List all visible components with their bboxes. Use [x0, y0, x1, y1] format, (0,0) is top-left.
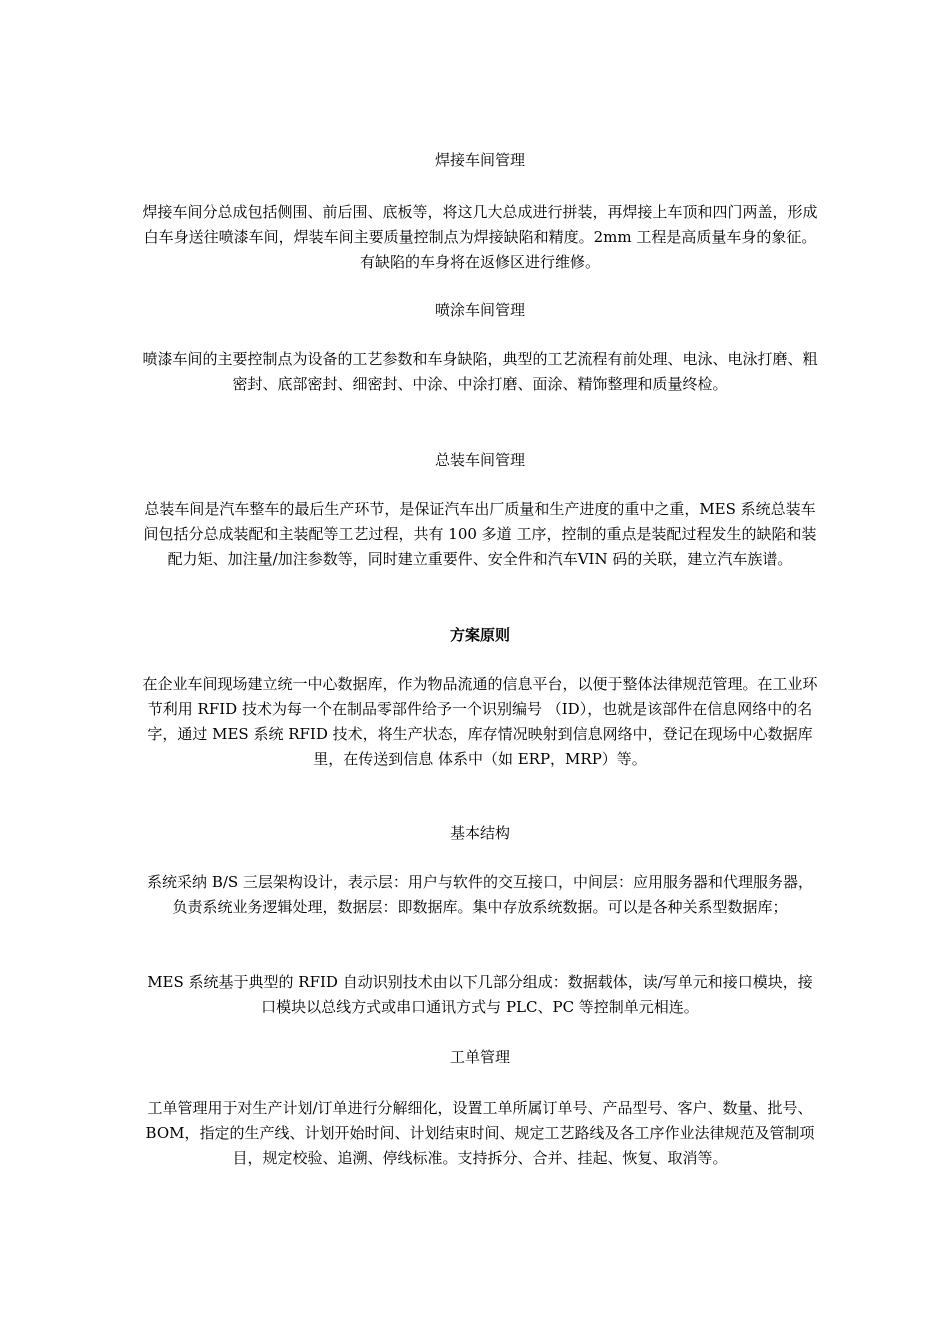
section-heading-painting: 喷涂车间管理 [434, 301, 525, 319]
section-paragraph-rfid: MES 系统基于典型的 RFID 自动识别技术由以下几部分组成：数据载体，读/写单元和接口模块，接口模块以总线方式或串口通讯方式与 PLC、PC 等控制单元相连。 [147, 973, 813, 1016]
section-paragraph-work-orders: 工单管理用于对生产计划/订单进行分解细化，设置工单所属订单号、产品型号、客户、数量、批号、BOM，指定的生产线、计划开始时间、计划结束时间、规定工艺路线及各工序作业法律规范及管制项目，规定校验、追溯、停线标准。支持拆分、合并、挂起、恢复、取消等。 [145, 1099, 815, 1167]
section-heading-assembly: 总装车间管理 [434, 451, 525, 469]
section-paragraph-structure: 系统采纳 B/S 三层架构设计，表示层：用户与软件的交互接口，中间层：应用服务器和代理服务器，负责系统业务逻辑处理，数据层：即数据库。集中存放系统数据。可以是各种关系型数据库； [147, 873, 813, 916]
section-heading-structure: 基本结构 [449, 824, 510, 842]
section-paragraph-principles: 在企业车间现场建立统一中心数据库，作为物品流通的信息平台，以便于整体法律规范管理。在工业环节利用 RFID 技术为每一个在制品零部件给予一个识别编号 （ID），也就是该部件在信息网络中的名字，通过 MES 系统 RFID 技术，将生产状态，库存情况映射到信息网络中，登记在现场中心数据库里，在传送到信息 体系中（如 ERP，MRP）等。 [142, 675, 818, 768]
section-heading-welding: 焊接车间管理 [434, 151, 525, 169]
section-paragraph-painting: 喷漆车间的主要控制点为设备的工艺参数和车身缺陷，典型的工艺流程有前处理、电泳、电泳打磨、粗密封、底部密封、细密封、中涂、中涂打磨、面涂、精饰整理和质量终检。 [142, 350, 818, 393]
section-paragraph-welding: 焊接车间分总成包括侧围、前后围、底板等，将这几大总成进行拼装，再焊接上车顶和四门两盖，形成白车身送往喷漆车间，焊装车间主要质量控制点为焊接缺陷和精度。2mm 工程是高质量车身的象征。有缺陷的车身将在返修区进行维修。 [142, 203, 818, 271]
section-paragraph-assembly: 总装车间是汽车整车的最后生产环节，是保证汽车出厂质量和生产进度的重中之重，MES 系统总装车间包括分总成装配和主装配等工艺过程，共有 100 多道 工序，控制的重点是装配过程发生的缺陷和装配力矩、加注量/加注参数等，同时建立重要件、安全件和汽车VIN 码的关联，建立汽车族谱。 [143, 500, 817, 568]
section-heading-principles: 方案原则 [449, 626, 510, 644]
section-heading-work-orders: 工单管理 [449, 1048, 510, 1066]
